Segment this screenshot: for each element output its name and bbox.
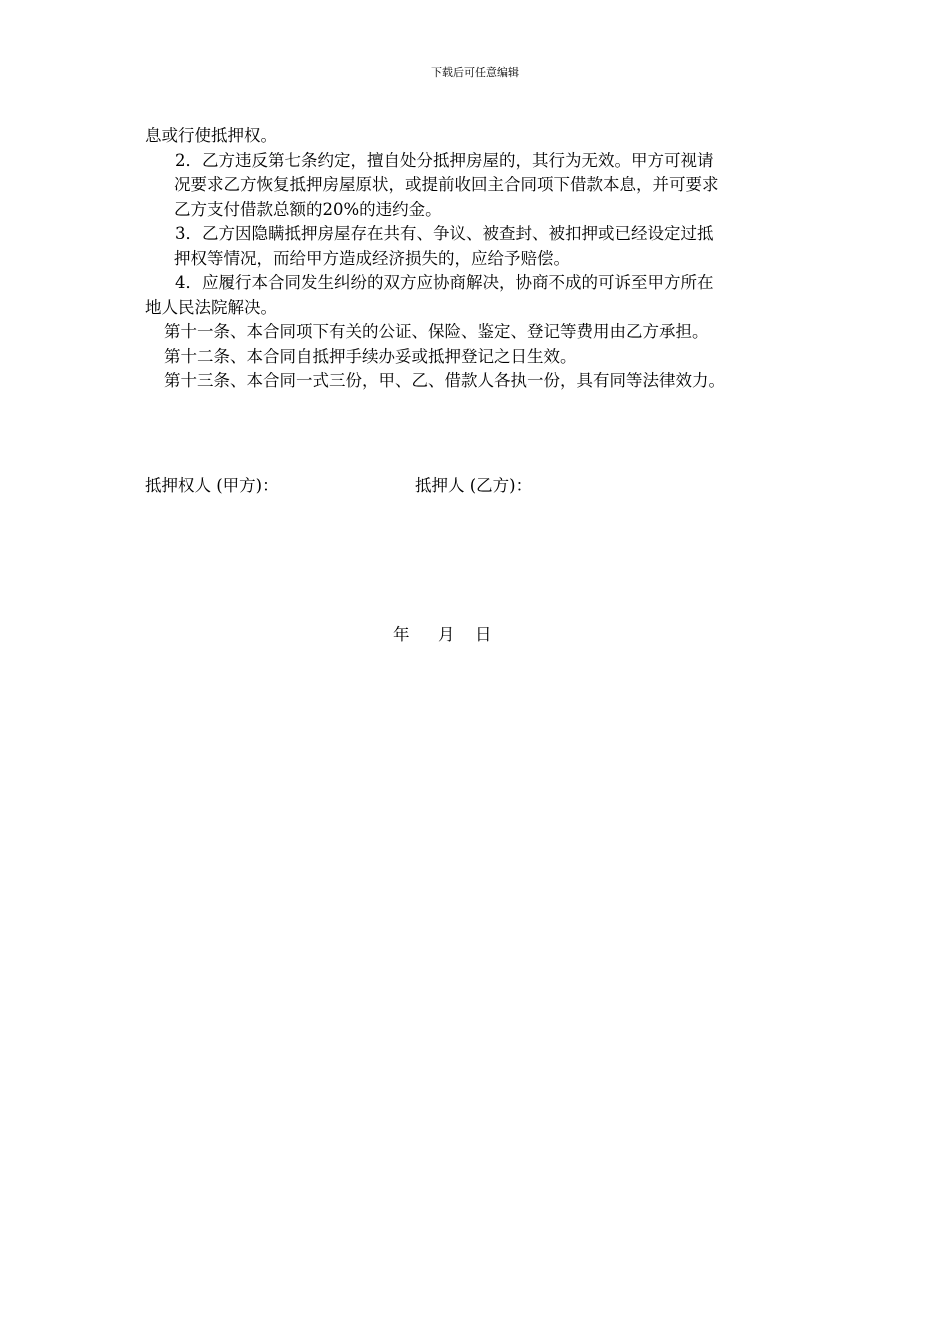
- clause-item-2-cont-1: 况要求乙方恢复抵押房屋原状，或提前收回主合同项下借款本息，并可要求: [174, 175, 719, 194]
- contract-line-continuation: 息或行使抵押权。: [145, 126, 277, 145]
- mortgagor-signature-label: 抵押人 (乙方)：: [415, 476, 533, 495]
- date-day-label: 日: [475, 625, 492, 644]
- clause-item-3-cont: 押权等情况，而给甲方造成经济损失的，应给予赔偿。: [174, 248, 570, 268]
- clause-item-3: 3．乙方因隐瞒抵押房屋存在共有、争议、被查封、被扣押或已经设定过抵: [175, 224, 714, 243]
- mortgagee-signature-label: 抵押权人 (甲方)：: [145, 476, 279, 495]
- signature-row: [145, 473, 810, 499]
- clause-item-4-cont: 地人民法院解决。: [145, 297, 277, 317]
- clause-item-2: 2．乙方违反第七条约定，擅自处分抵押房屋的，其行为无效。甲方可视请: [175, 150, 714, 170]
- contract-body: [145, 124, 810, 394]
- date-line: [393, 622, 492, 648]
- clause-item-4: 4．应履行本合同发生纠纷的双方应协商解决，协商不成的可诉至甲方所在: [175, 273, 714, 292]
- date-year-label: 年: [393, 625, 410, 644]
- article-12: 第十二条、本合同自抵押手续办妥或抵押登记之日生效。: [164, 346, 577, 366]
- article-11: 第十一条、本合同项下有关的公证、保险、鉴定、登记等费用由乙方承担。: [164, 322, 709, 341]
- article-13: 第十三条、本合同一式三份，甲、乙、借款人各执一份，具有同等法律效力。: [164, 371, 725, 390]
- page-header: 下载后可任意编辑: [431, 66, 519, 79]
- date-month-label: 月: [438, 625, 455, 644]
- clause-item-2-cont-2: 乙方支付借款总额的20%的违约金。: [174, 199, 442, 219]
